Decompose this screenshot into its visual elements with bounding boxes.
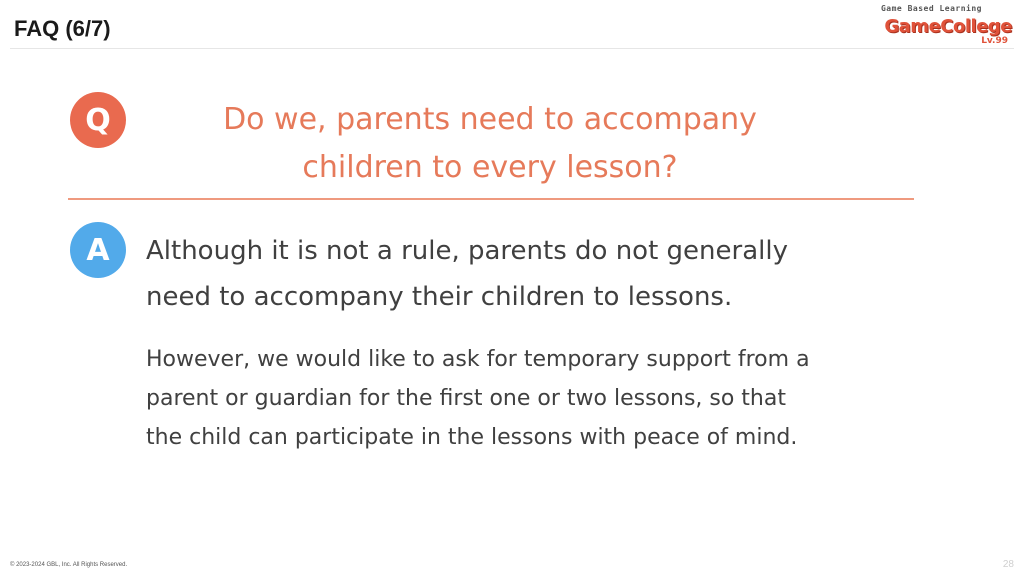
- answer-badge-icon: A: [70, 222, 126, 278]
- logo-name: GameCollege: [884, 16, 1012, 37]
- detail-line: the child can participate in the lessons with peace of mind.: [146, 425, 798, 450]
- page-number: 28: [1002, 559, 1014, 570]
- logo-level: Lv.99: [981, 36, 1008, 46]
- answer-text: [146, 228, 846, 320]
- detail-line: However, we would like to ask for temporary support from a: [146, 347, 810, 372]
- question-line: Do we, parents need to accompany: [223, 102, 757, 137]
- gamecollege-logo: [862, 4, 1012, 46]
- header-divider: [10, 48, 1014, 49]
- qa-divider: [68, 198, 914, 200]
- detail-line: parent or guardian for the first one or two lessons, so that: [146, 386, 786, 411]
- copyright: © 2023-2024 GBL, Inc. All Rights Reserved.: [10, 562, 128, 568]
- answer-line: Although it is not a rule, parents do not generally: [146, 236, 788, 266]
- answer-detail: [146, 340, 866, 457]
- logo-tagline: Game Based Learning: [880, 4, 982, 13]
- question-text: [150, 96, 830, 192]
- question-badge-icon: Q: [70, 92, 126, 148]
- page-title: FAQ (6/7): [14, 16, 111, 41]
- question-line: children to every lesson?: [302, 150, 678, 185]
- answer-line: need to accompany their children to lessons.: [146, 282, 733, 312]
